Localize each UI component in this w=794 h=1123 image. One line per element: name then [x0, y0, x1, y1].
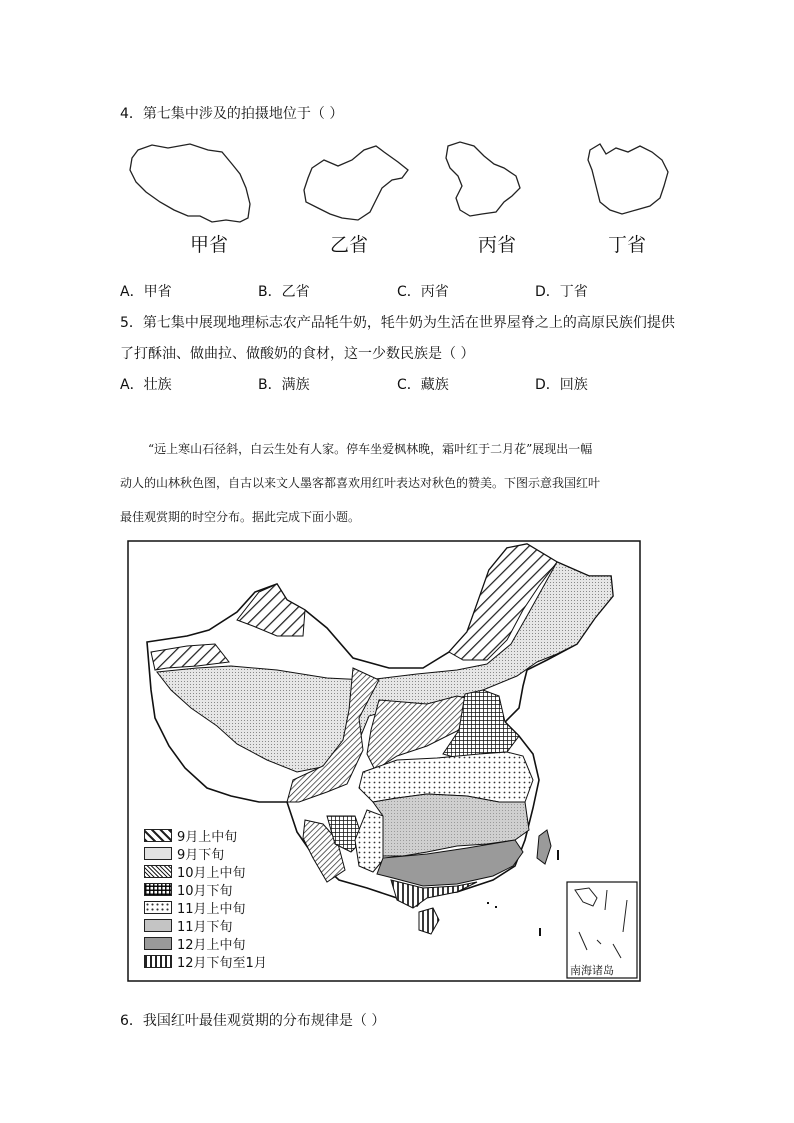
legend-item	[144, 898, 267, 916]
q5-stem-line1: 5．第七集中展现地理标志农产品牦牛奶，牦牛奶为生活在世界屋脊之上的高原民族们提供	[120, 315, 675, 331]
q4-option-b[interactable]: B．乙省	[258, 284, 310, 300]
province-label-bing: 丙省	[478, 234, 517, 256]
passage	[120, 432, 680, 534]
map-legend	[144, 826, 267, 970]
q6-stem: 6．我国红叶最佳观赏期的分布规律是（ ）	[120, 1013, 386, 1029]
legend-swatch-sep-early	[144, 829, 172, 842]
legend-label: 9月上中旬	[177, 829, 238, 845]
province-yi-outline	[304, 146, 408, 220]
q5-option-a[interactable]: A．壮族	[120, 377, 172, 393]
province-jia-outline	[130, 144, 250, 222]
legend-swatch-dec-late	[144, 955, 172, 968]
q4-stem: 4．第七集中涉及的拍摄地位于（ ）	[120, 106, 344, 122]
legend-swatch-oct-early	[144, 865, 172, 878]
q4-option-c[interactable]: C．丙省	[397, 284, 449, 300]
legend-label: 9月下旬	[177, 847, 225, 863]
passage-line1: “远上寒山石径斜，白云生处有人家。停车坐爱枫林晚，霜叶红于二月花”展现出一幅	[148, 442, 593, 456]
inset-label: 南海诸岛	[570, 964, 614, 977]
legend-label: 10月下旬	[177, 883, 233, 899]
passage-line3: 最佳观赏期的时空分布。据此完成下面小题。	[120, 510, 361, 524]
legend-label: 12月上中旬	[177, 937, 246, 953]
q5-option-d[interactable]: D．回族	[535, 377, 588, 393]
q4-option-a[interactable]: A．甲省	[120, 284, 172, 300]
province-label-jia: 甲省	[190, 234, 229, 256]
legend-label: 11月下旬	[177, 919, 233, 935]
legend-item	[144, 826, 267, 844]
legend-item	[144, 952, 267, 970]
province-bing-outline	[446, 142, 520, 216]
q4-option-d[interactable]: D．丁省	[535, 284, 588, 300]
legend-swatch-nov-late	[144, 919, 172, 932]
legend-swatch-oct-late	[144, 883, 172, 896]
legend-item	[144, 862, 267, 880]
legend-item	[144, 916, 267, 934]
legend-label: 12月下旬至1月	[177, 955, 267, 971]
province-label-yi: 乙省	[330, 234, 369, 256]
legend-label: 10月上中旬	[177, 865, 246, 881]
legend-item	[144, 880, 267, 898]
province-ding-outline	[588, 144, 668, 214]
legend-item	[144, 844, 267, 862]
q5-stem-line2: 了打酥油、做曲拉、做酸奶的食材，这一少数民族是（ ）	[120, 346, 475, 362]
province-label-ding: 丁省	[608, 234, 647, 256]
legend-swatch-sep-late	[144, 847, 172, 860]
q5-option-c[interactable]: C．藏族	[397, 377, 449, 393]
q5-option-b[interactable]: B．满族	[258, 377, 310, 393]
legend-swatch-nov-early	[144, 901, 172, 914]
passage-line2: 动人的山林秋色图，自古以来文人墨客都喜欢用红叶表达对秋色的赞美。下图示意我国红叶	[120, 476, 601, 490]
legend-label: 11月上中旬	[177, 901, 246, 917]
province-outlines	[0, 130, 794, 370]
legend-swatch-dec-early	[144, 937, 172, 950]
legend-item	[144, 934, 267, 952]
